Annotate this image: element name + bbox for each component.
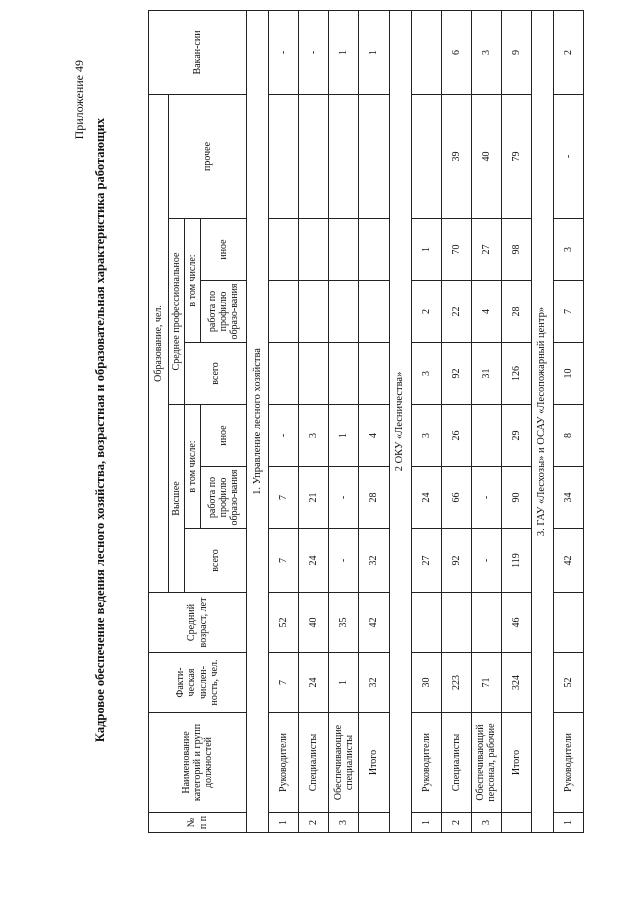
cell-s-other: 27 [471, 219, 501, 281]
cell-h-other: 29 [501, 405, 531, 467]
cell-h-other [471, 405, 501, 467]
table-row [269, 10, 299, 832]
section-title: 1. Управление лесного хозяйства [247, 10, 269, 832]
cell-age: 46 [501, 593, 531, 653]
cell-h-prof: 34 [553, 467, 583, 529]
header-higher-other: иное [201, 405, 247, 467]
cell-vac: - [269, 10, 299, 94]
cell-name: Обеспечивающий персонал, рабочие [471, 713, 501, 813]
cell-n: 1 [269, 813, 299, 833]
header-age: Средний возраст, лет [149, 593, 247, 653]
cell-n [501, 813, 531, 833]
cell-misc: - [553, 94, 583, 218]
cell-name: Руководители [411, 713, 441, 813]
cell-s-other [299, 219, 329, 281]
cell-s-total: 10 [553, 343, 583, 405]
cell-name: Специалисты [299, 713, 329, 813]
cell-vac: 3 [471, 10, 501, 94]
cell-s-prof [359, 281, 389, 343]
cell-s-total: 31 [471, 343, 501, 405]
cell-s-total: 126 [501, 343, 531, 405]
cell-s-other [269, 219, 299, 281]
cell-name: Специалисты [441, 713, 471, 813]
cell-age [411, 593, 441, 653]
cell-name: Руководители [553, 713, 583, 813]
header-higher-profile: работа по профилю образо-вания [201, 467, 247, 529]
cell-fact: 71 [471, 653, 501, 713]
cell-s-other [359, 219, 389, 281]
cell-h-other: 26 [441, 405, 471, 467]
cell-fact: 223 [441, 653, 471, 713]
cell-fact: 7 [269, 653, 299, 713]
header-secondary: Среднее профессиональное [169, 219, 185, 405]
table-row [411, 10, 441, 832]
cell-s-total [329, 343, 359, 405]
cell-h-other: 1 [329, 405, 359, 467]
cell-s-other: 70 [441, 219, 471, 281]
cell-age [553, 593, 583, 653]
cell-age: 40 [299, 593, 329, 653]
cell-s-total [359, 343, 389, 405]
cell-n [359, 813, 389, 833]
section-title: 2 ОКУ «Лесничества» [389, 10, 411, 832]
cell-age: 52 [269, 593, 299, 653]
cell-h-prof: 24 [411, 467, 441, 529]
cell-name: Итого [359, 713, 389, 813]
table-row [359, 10, 389, 832]
cell-name: Итого [501, 713, 531, 813]
cell-misc: 79 [501, 94, 531, 218]
cell-fact: 52 [553, 653, 583, 713]
cell-h-total: - [471, 529, 501, 593]
header-higher: Высшее [169, 405, 185, 593]
cell-s-other [329, 219, 359, 281]
cell-vac: 9 [501, 10, 531, 94]
cell-misc [299, 94, 329, 218]
cell-h-total: 119 [501, 529, 531, 593]
header-higher-total: всего [185, 529, 247, 593]
cell-h-prof: 66 [441, 467, 471, 529]
cell-s-prof: 28 [501, 281, 531, 343]
table-row [471, 10, 501, 832]
cell-fact: 1 [329, 653, 359, 713]
cell-h-total: - [329, 529, 359, 593]
cell-n: 1 [411, 813, 441, 833]
cell-name: Руководители [269, 713, 299, 813]
section-title: 3. ГАУ «Лесхозы» и ОСАУ «Лесопожарный центр» [531, 10, 553, 832]
cell-n: 3 [471, 813, 501, 833]
cell-vac: 1 [359, 10, 389, 94]
cell-s-total: 92 [441, 343, 471, 405]
cell-s-prof [269, 281, 299, 343]
cell-misc [269, 94, 299, 218]
cell-n: 3 [329, 813, 359, 833]
cell-s-prof: 2 [411, 281, 441, 343]
cell-h-total: 42 [553, 529, 583, 593]
cell-h-prof: - [329, 467, 359, 529]
table-row [553, 10, 583, 832]
cell-misc [329, 94, 359, 218]
cell-n: 2 [299, 813, 329, 833]
cell-h-total: 27 [411, 529, 441, 593]
cell-age [471, 593, 501, 653]
staffing-table [148, 10, 584, 833]
cell-s-other: 1 [411, 219, 441, 281]
cell-s-other: 3 [553, 219, 583, 281]
cell-h-other: 3 [299, 405, 329, 467]
header-secondary-total: всего [185, 343, 247, 405]
cell-h-prof: - [471, 467, 501, 529]
document-title: Кадровое обеспечение ведения лесного хозяйства, возрастная и образовательная характеристика работающих [93, 117, 107, 743]
cell-name: Обеспечивающие специалисты [329, 713, 359, 813]
cell-h-prof: 21 [299, 467, 329, 529]
cell-s-total [269, 343, 299, 405]
header-vacancy: Вакан-сии [149, 10, 247, 94]
table-row [299, 10, 329, 832]
header-education: Образование, чел. [149, 94, 169, 592]
section-row [531, 10, 553, 832]
cell-misc: 39 [441, 94, 471, 218]
header-num: № п п [149, 813, 247, 833]
cell-fact: 24 [299, 653, 329, 713]
cell-fact: 32 [359, 653, 389, 713]
cell-vac: - [299, 10, 329, 94]
cell-age: 42 [359, 593, 389, 653]
cell-h-prof: 7 [269, 467, 299, 529]
header-fact: Факти-ческая числен-ность, чел. [149, 653, 247, 713]
cell-fact: 324 [501, 653, 531, 713]
cell-h-total: 7 [269, 529, 299, 593]
table-row [501, 10, 531, 832]
cell-s-total [299, 343, 329, 405]
cell-vac [411, 10, 441, 94]
cell-vac: 1 [329, 10, 359, 94]
table-row [441, 10, 471, 832]
section-row [247, 10, 269, 832]
cell-s-prof: 22 [441, 281, 471, 343]
cell-s-prof: 4 [471, 281, 501, 343]
cell-n: 2 [441, 813, 471, 833]
cell-s-total: 3 [411, 343, 441, 405]
cell-vac: 2 [553, 10, 583, 94]
cell-misc [359, 94, 389, 218]
section-row [389, 10, 411, 832]
cell-h-total: 92 [441, 529, 471, 593]
cell-s-other: 98 [501, 219, 531, 281]
header-misc: прочее [169, 94, 247, 218]
cell-misc: 40 [471, 94, 501, 218]
cell-vac: 6 [441, 10, 471, 94]
cell-h-total: 32 [359, 529, 389, 593]
cell-h-prof: 90 [501, 467, 531, 529]
cell-h-other: - [269, 405, 299, 467]
cell-h-total: 24 [299, 529, 329, 593]
header-name: Наименование категорий и групп должностей [149, 713, 247, 813]
header-secondary-profile: работа по профилю образо-вания [201, 281, 247, 343]
cell-h-other: 8 [553, 405, 583, 467]
header-higher-incl: в том числе: [185, 405, 201, 529]
cell-s-prof [299, 281, 329, 343]
cell-fact: 30 [411, 653, 441, 713]
cell-h-other: 4 [359, 405, 389, 467]
cell-s-prof: 7 [553, 281, 583, 343]
cell-s-prof [329, 281, 359, 343]
cell-h-other: 3 [411, 405, 441, 467]
header-secondary-other: иное [201, 219, 247, 281]
cell-h-prof: 28 [359, 467, 389, 529]
cell-misc [411, 94, 441, 218]
header-secondary-incl: в том числе: [185, 219, 201, 343]
table-row [329, 10, 359, 832]
cell-age [441, 593, 471, 653]
appendix-label: Приложение 49 [72, 60, 86, 140]
cell-age: 35 [329, 593, 359, 653]
cell-n: 1 [553, 813, 583, 833]
